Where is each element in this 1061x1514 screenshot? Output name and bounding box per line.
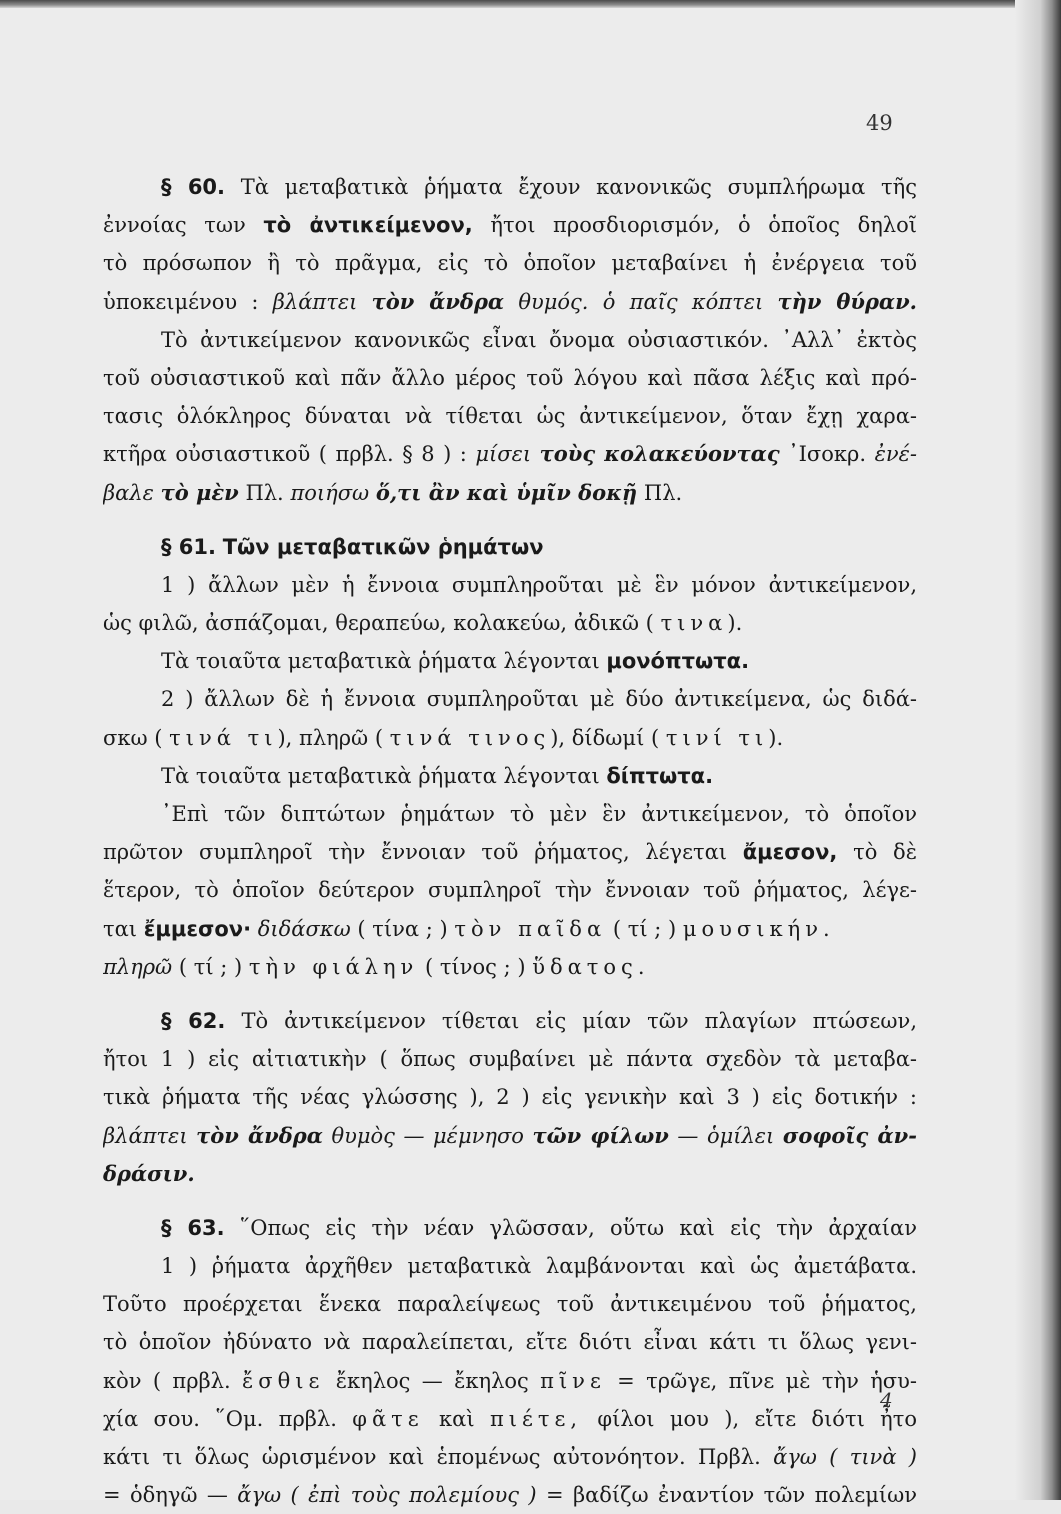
section-61-heading: [103, 528, 917, 566]
section-62-line-5: δράσιν.: [103, 1160, 195, 1186]
section-60-para2-line-1: Τὸ ἀντικείμενον κανονικῶς εἶναι ὄνομα οὐσιαστικόν. ᾿Αλλ᾽ ἐκτὸς: [161, 327, 917, 352]
section-61-line-1: 1 ) ἄλλων μὲν ἡ ἔννοια συμπληροῦται μὲ ἓν μόνον ἀντικείμενον,: [161, 572, 917, 597]
body-text: [103, 168, 917, 1514]
section-63-line-6: χία σου. ῞Ομ. πρβλ. φᾶτε καὶ πιέτε, φίλοι μου ), εἴτε διότι ἦτο: [103, 1406, 917, 1431]
section-60-para2-line-4: κτῆρα οὐσιαστικοῦ ( πρβλ. § 8 ) : μίσει τοὺς κολακεύοντας ᾿Ισοκρ. ἐνέ-: [103, 441, 917, 467]
section-62-line-2: ἤτοι 1 ) εἰς αἰτιατικὴν ( ὅπως συμβαίνει μὲ πάντα σχεδὸν τὰ μεταβα-: [103, 1047, 917, 1072]
section-60-line-4: ὑποκειμένου : βλάπτει τὸν ἄνδρα θυμός. ὁ παῖς κόπτει τὴν θύραν.: [103, 288, 917, 314]
section-63-line-4: τὸ ὁποῖον ἠδύνατο νὰ παραλείπεται, εἴτε διότι εἶναι κάτι τι ὅλως γενι-: [103, 1330, 917, 1355]
section-61-line-6: Τὰ τοιαῦτα μεταβατικὰ ῥήματα λέγονται δίπτωτα.: [161, 763, 714, 788]
section-61-line-2: ὡς φιλῶ, ἀσπάζομαι, θεραπεύω, κολακεύω, ἀδικῶ ( τινα).: [103, 611, 743, 636]
section-63-line-5: κὸν ( πρβλ. ἔσθιε ἔκηλος — ἔκηλος πῖνε = τρῶγε, πῖνε μὲ τὴν ἡσυ-: [103, 1368, 917, 1393]
page-binding-shadow: [1015, 0, 1061, 1500]
section-61-line-9: ἕτερον, τὸ ὁποῖον δεύτερον συμπληροῖ τὴν ἔννοιαν τοῦ ῥήματος, λέγε-: [103, 878, 917, 903]
section-number: § 62.: [161, 1008, 226, 1033]
section-63-line-7: κάτι τι ὅλως ὡρισμένον καὶ ἑπομένως αὐτονόητον. Πρβλ. ἄγω ( τινὰ ): [103, 1445, 917, 1469]
section-63-line-1: § 63. ῞Οπως εἰς τὴν νέαν γλῶσσαν, οὕτω καὶ εἰς τὴν ἀρχαίαν: [161, 1215, 917, 1240]
signature-mark: 4: [880, 1388, 893, 1412]
section-62-line-3: τικὰ ῥήματα τῆς νέας γλώσσης ), 2 ) εἰς γενικὴν καὶ 3 ) εἰς δοτικήν :: [103, 1085, 917, 1110]
term-indirect: ἔμμεσον·: [143, 916, 252, 941]
section-number: § 60.: [161, 175, 226, 199]
section-63-line-3: Τοῦτο προέρχεται ἕνεκα παραλείψεως τοῦ ἀντικειμένου τοῦ ῥήματος,: [103, 1292, 917, 1317]
section-60-para2-line-2: τοῦ οὐσιαστικοῦ καὶ πᾶν ἄλλο μέρος τοῦ λόγου καὶ πᾶσα λέξις καὶ πρό-: [103, 365, 917, 390]
section-62-line-4: βλάπτει τὸν ἄνδρα θυμὸς — μέμνησο τῶν φίλων — ὁμίλει σοφοῖς ἀν-: [103, 1122, 917, 1148]
term-object: τὸ ἀντικείμενον,: [263, 213, 473, 238]
term-diptota: δίπτωτα.: [606, 763, 714, 788]
section-61-line-11: πληρῶ ( τί ; ) τὴν φιάλην ( τίνος ; ) ὕδατος.: [103, 954, 650, 979]
section-number: § 61.: [161, 534, 217, 559]
section-61-line-3: Τὰ τοιαῦτα μεταβατικὰ ῥήματα λέγονται μονόπτωτα.: [161, 649, 750, 674]
section-61-line-4: 2 ) ἄλλων δὲ ἡ ἔννοια συμπληροῦται μὲ δύο ἀντικείμενα, ὡς διδά-: [161, 687, 917, 712]
section-61-line-7: ᾿Επὶ τῶν διπτώτων ῥημάτων τὸ μὲν ἓν ἀντικείμενον, τὸ ὁποῖον: [161, 802, 917, 826]
section-number: § 63.: [161, 1215, 225, 1240]
section-63-line-8: = ὁδηγῶ — ἄγω ( ἐπὶ τοὺς πολεμίους ) = βαδίζω ἐναντίον τῶν πολεμίων: [103, 1483, 917, 1508]
term-monoptota: μονόπτωτα.: [606, 649, 750, 674]
section-61-line-10: ται ἔμμεσον· διδάσκω ( τίνα ; ) τὸν παῖδα ( τί ; ) μουσικήν.: [103, 916, 835, 941]
section-61-line-5: σκω ( τινά τι), πληρῶ ( τινά τινος), δίδωμί ( τινί τι).: [103, 725, 784, 750]
section-61-line-8: πρῶτον συμπληροῖ τὴν ἔννοιαν τοῦ ῥήματος, λέγεται ἄμεσον, τὸ δὲ: [103, 840, 917, 865]
section-60-line-3: τὸ πρόσωπον ἢ τὸ πρᾶγμα, εἰς τὸ ὁποῖον μεταβαίνει ἡ ἐνέργεια τοῦ: [103, 251, 917, 276]
section-60-para2-line-3: τασις ὁλόκληρος δύναται νὰ τίθεται ὡς ἀντικείμενον, ὅταν ἔχῃ χαρα-: [103, 404, 917, 429]
section-60-line-2: ἐννοίας των τὸ ἀντικείμενον, ἤτοι προσδιορισμόν, ὁ ὁποῖος δηλοῖ: [103, 213, 917, 238]
page-number: 49: [866, 111, 893, 135]
section-60-para2-line-5: βαλε τὸ μὲν Πλ. ποιήσω ὅ,τι ἂν καὶ ὑμῖν δοκῇ Πλ.: [103, 479, 683, 505]
section-63-line-2: 1 ) ῥήματα ἀρχῆθεν μεταβατικὰ λαμβάνονται καὶ ὡς ἀμετάβατα.: [161, 1254, 917, 1279]
section-62-line-1: § 62. Τὸ ἀντικείμενον τίθεται εἰς μίαν τῶν πλαγίων πτώσεων,: [161, 1008, 917, 1033]
section-60-line-1: § 60. Τὰ μεταβατικὰ ῥήματα ἔχουν κανονικῶς συμπλήρωμα τῆς: [161, 175, 917, 199]
page-top-shadow: [0, 0, 1061, 8]
term-direct: ἄμεσον,: [742, 840, 838, 865]
section-title: Τῶν μεταβατικῶν ῥημάτων: [222, 534, 544, 559]
